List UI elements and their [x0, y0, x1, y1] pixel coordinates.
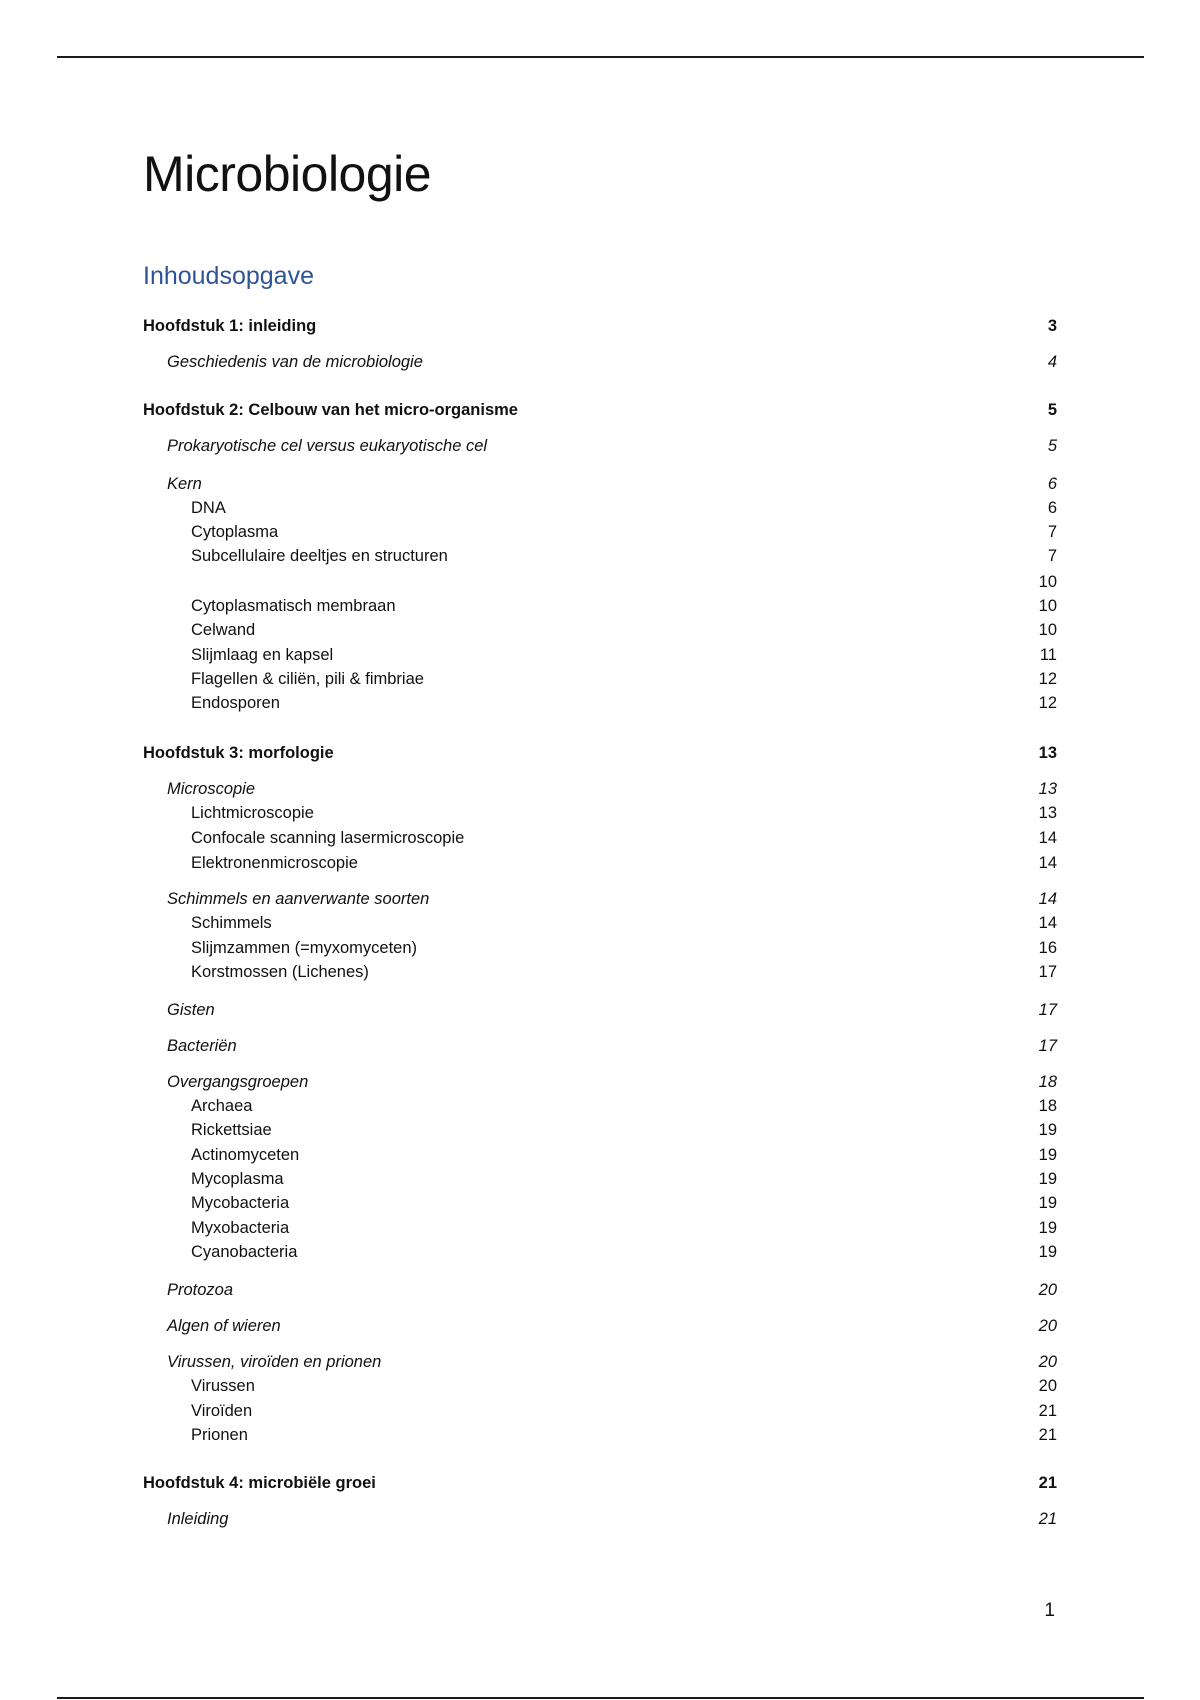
toc-subsection-entry[interactable] — [143, 961, 1057, 983]
toc-entry-page: 14 — [1038, 829, 1057, 847]
toc-entry-page: 13 — [1038, 780, 1057, 798]
toc-entry-title: Slijmzammen (=myxomyceten) — [191, 939, 418, 957]
toc-subsection-entry[interactable] — [143, 1119, 1057, 1141]
toc-subsection-entry[interactable] — [143, 1144, 1057, 1166]
toc-entry-title: Bacteriën — [167, 1037, 237, 1055]
toc-subsection-entry[interactable] — [143, 1095, 1057, 1117]
toc-entry-title: Overgangsgroepen — [167, 1073, 309, 1091]
toc-entry-title: Microscopie — [167, 780, 256, 798]
toc-entry-page: 6 — [1047, 475, 1057, 493]
toc-subsection-entry[interactable] — [143, 644, 1057, 666]
toc-entry-title: Rickettsiae — [191, 1121, 272, 1139]
toc-entry-page: 19 — [1038, 1243, 1057, 1261]
toc-entry-page: 11 — [1039, 646, 1057, 664]
toc-entry-title: Archaea — [191, 1097, 253, 1115]
toc-entry-title: Myxobacteria — [191, 1219, 290, 1237]
toc-entry-page: 21 — [1038, 1426, 1057, 1444]
toc-entry-title: Inleiding — [167, 1510, 229, 1528]
toc-entry-title: Mycobacteria — [191, 1194, 290, 1212]
toc-entry-page: 4 — [1047, 353, 1057, 371]
toc-entry-page: 18 — [1038, 1097, 1057, 1115]
toc-entry-title: Prokaryotische cel versus eukaryotische cel — [167, 437, 488, 455]
toc-subsection-entry[interactable] — [143, 912, 1057, 934]
toc-subsection-entry[interactable] — [143, 1375, 1057, 1397]
toc-entry-page: 18 — [1038, 1073, 1057, 1091]
toc-section-entry[interactable] — [143, 888, 1057, 910]
toc-entry-page: 17 — [1038, 1001, 1057, 1019]
toc-entry-title: Mycoplasma — [191, 1170, 284, 1188]
toc-entry-title: Schimmels — [191, 914, 272, 932]
table-of-contents — [143, 0, 1057, 1600]
toc-entry-page: 14 — [1038, 890, 1057, 908]
toc-section-entry[interactable] — [143, 435, 1057, 457]
toc-entry-title: Cytoplasma — [191, 523, 279, 541]
toc-entry-page: 20 — [1038, 1317, 1057, 1335]
toc-entry-title: Gisten — [167, 1001, 215, 1019]
toc-entry-title: Virussen — [191, 1377, 255, 1395]
toc-entry-title: Protozoa — [167, 1281, 234, 1299]
toc-entry-title: Korstmossen (Lichenes) — [191, 963, 369, 981]
toc-entry-title: Actinomyceten — [191, 1146, 300, 1164]
toc-chapter-entry[interactable] — [143, 1472, 1057, 1494]
toc-entry-page: 6 — [1047, 499, 1057, 517]
toc-section-entry[interactable] — [143, 1351, 1057, 1373]
toc-section-entry[interactable] — [143, 1508, 1057, 1530]
toc-section-entry[interactable] — [143, 1071, 1057, 1093]
toc-entry-page: 19 — [1038, 1170, 1057, 1188]
toc-entry-page: 21 — [1038, 1402, 1057, 1420]
toc-entry-title: Slijmlaag en kapsel — [191, 646, 334, 664]
toc-entry-page: 13 — [1038, 804, 1057, 822]
toc-entry-title: Virussen, viroïden en prionen — [167, 1353, 382, 1371]
toc-entry-title: Confocale scanning lasermicroscopie — [191, 829, 465, 847]
toc-entry-page: 21 — [1038, 1474, 1057, 1492]
toc-entry-title: Cytoplasmatisch membraan — [191, 597, 396, 615]
toc-entry-title: DNA — [191, 499, 226, 517]
document-title: Microbiologie — [143, 146, 432, 202]
footer-rule — [57, 1697, 1144, 1699]
toc-entry-page: 19 — [1038, 1146, 1057, 1164]
toc-subsection-entry[interactable] — [143, 571, 1057, 593]
toc-entry-title: Hoofdstuk 3: morfologie — [143, 744, 334, 762]
toc-subsection-entry[interactable] — [143, 852, 1057, 874]
toc-subsection-entry[interactable] — [143, 619, 1057, 641]
toc-entry-page: 14 — [1038, 914, 1057, 932]
toc-entry-page: 19 — [1038, 1121, 1057, 1139]
toc-subsection-entry[interactable] — [143, 595, 1057, 617]
toc-entry-title: Geschiedenis van de microbiologie — [167, 353, 423, 371]
toc-entry-page: 14 — [1038, 854, 1057, 872]
toc-chapter-entry[interactable] — [143, 315, 1057, 337]
toc-chapter-entry[interactable] — [143, 742, 1057, 764]
toc-entry-title: Kern — [167, 475, 202, 493]
toc-subsection-entry[interactable] — [143, 1192, 1057, 1214]
toc-chapter-entry[interactable] — [143, 399, 1057, 421]
toc-entry-title: Endosporen — [191, 694, 280, 712]
toc-subsection-entry[interactable] — [143, 827, 1057, 849]
toc-subsection-entry[interactable] — [143, 545, 1057, 567]
toc-entry-title: Elektronenmicroscopie — [191, 854, 358, 872]
toc-entry-title: Hoofdstuk 1: inleiding — [143, 317, 317, 335]
toc-subsection-entry[interactable] — [143, 1168, 1057, 1190]
toc-entry-page: 7 — [1047, 547, 1057, 565]
toc-entry-page: 7 — [1047, 523, 1057, 541]
toc-entry-title: Schimmels en aanverwante soorten — [167, 890, 430, 908]
toc-entry-page: 19 — [1038, 1194, 1057, 1212]
toc-entry-title: Hoofdstuk 2: Celbouw van het micro-organisme — [143, 401, 518, 419]
toc-entry-page: 12 — [1038, 670, 1057, 688]
toc-entry-title: Lichtmicroscopie — [191, 804, 314, 822]
toc-section-entry[interactable] — [143, 999, 1057, 1021]
toc-entry-page: 12 — [1038, 694, 1057, 712]
toc-subsection-entry[interactable] — [143, 1400, 1057, 1422]
toc-subsection-entry[interactable] — [143, 497, 1057, 519]
toc-entry-title: Celwand — [191, 621, 256, 639]
toc-entry-page: 20 — [1038, 1353, 1057, 1371]
toc-subsection-entry[interactable] — [143, 668, 1057, 690]
toc-entry-page: 10 — [1038, 597, 1057, 615]
toc-entry-title: Algen of wieren — [167, 1317, 281, 1335]
toc-entry-page: 10 — [1038, 573, 1057, 591]
toc-entry-page: 3 — [1047, 317, 1057, 335]
toc-entry-page: 5 — [1047, 437, 1057, 455]
page-number: 1 — [1044, 1600, 1055, 1621]
toc-subsection-entry[interactable] — [143, 802, 1057, 824]
toc-subsection-entry[interactable] — [143, 521, 1057, 543]
toc-entry-page: 17 — [1038, 963, 1057, 981]
toc-entry-title: Flagellen & ciliën, pili & fimbriae — [191, 670, 424, 688]
toc-entry-page: 20 — [1038, 1281, 1057, 1299]
toc-section-entry[interactable] — [143, 778, 1057, 800]
toc-subsection-entry[interactable] — [143, 692, 1057, 714]
toc-entry-page: 20 — [1038, 1377, 1057, 1395]
toc-section-entry[interactable] — [143, 473, 1057, 495]
toc-subsection-entry[interactable] — [143, 937, 1057, 959]
toc-subsection-entry[interactable] — [143, 1424, 1057, 1446]
toc-section-entry[interactable] — [143, 1279, 1057, 1301]
toc-subsection-entry[interactable] — [143, 1241, 1057, 1263]
toc-entry-page: 19 — [1038, 1219, 1057, 1237]
toc-entry-page: 10 — [1038, 621, 1057, 639]
toc-entry-title: Subcellulaire deeltjes en structuren — [191, 547, 448, 565]
toc-section-entry[interactable] — [143, 351, 1057, 373]
toc-section-entry[interactable] — [143, 1315, 1057, 1337]
toc-entry-title: Prionen — [191, 1426, 248, 1444]
toc-entry-page: 13 — [1038, 744, 1057, 762]
toc-entry-page: 17 — [1038, 1037, 1057, 1055]
toc-entry-page: 16 — [1038, 939, 1057, 957]
toc-heading: Inhoudsopgave — [143, 262, 314, 290]
toc-entry-title: Viroïden — [191, 1402, 253, 1420]
toc-section-entry[interactable] — [143, 1035, 1057, 1057]
toc-subsection-entry[interactable] — [143, 1217, 1057, 1239]
toc-entry-title: Cyanobacteria — [191, 1243, 298, 1261]
toc-entry-title: Hoofdstuk 4: microbiële groei — [143, 1474, 376, 1492]
toc-entry-page: 21 — [1038, 1510, 1057, 1528]
toc-entry-page: 5 — [1047, 401, 1057, 419]
